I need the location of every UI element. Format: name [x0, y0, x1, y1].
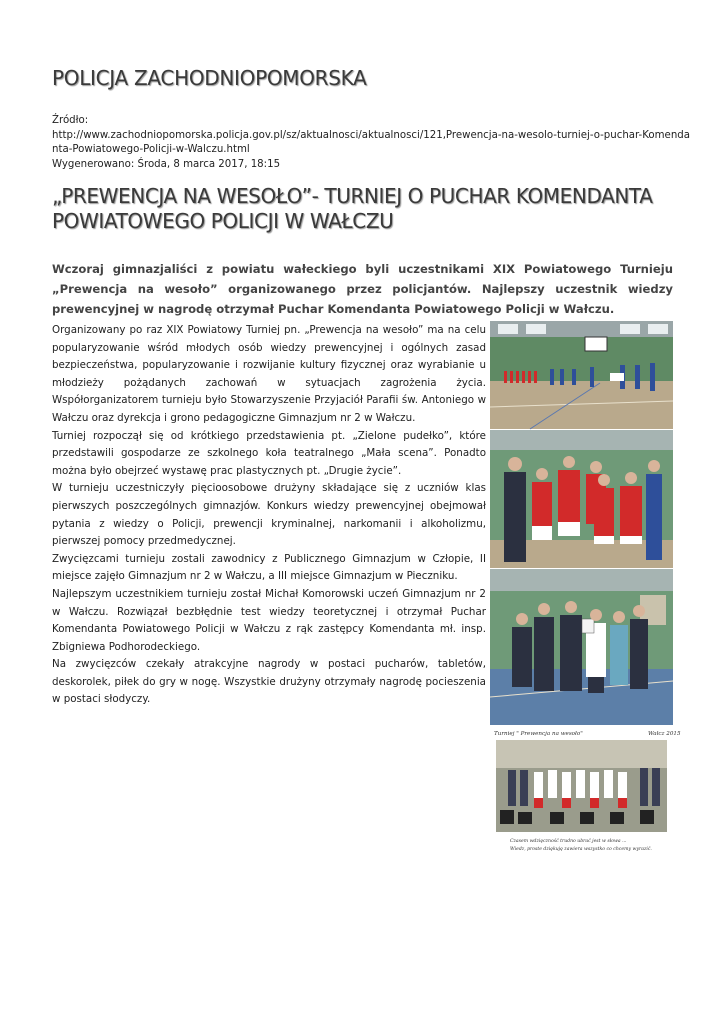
source-block — [52, 114, 690, 172]
photo-column — [490, 321, 681, 861]
paragraph: W turnieju uczestniczyły pięcioosobowe drużyny składające się z uczniów klas pierwszych poszczególnych gimnazjów. Konkurs wiedzy prewencyjnej obejmował pytania z wiedzy o Policji, prewencji kryminalnej, narkomanii i alkoholizmu, pierwszej pomocy przedmedycznej. — [52, 482, 486, 548]
collage-header-right: Wałcz 2015 — [648, 731, 681, 737]
paragraph: Zwycięzcami turnieju zostali zawodnicy z Publicznego Gimnazjum w Człopie, II miejsce zajęło Gimnazjum nr 2 w Wałczu, a III miejsce Gimnazjum w Pieczniku. — [52, 552, 486, 583]
source-url-line1[interactable]: http://www.zachodniopomorska.policja.gov.pl/sz/aktualnosci/aktualnosci/121,Prewencja-na-wesolo-turniej-o-puchar-Komenda — [52, 129, 690, 141]
article-title: „PREWENCJA NA WESOŁO”- TURNIEJ O PUCHAR KOMENDANTA POWIATOWEGO POLICJI W WAŁCZU — [52, 184, 653, 233]
collage-header-left: Turniej " Prewencja na wesoło" — [494, 731, 583, 737]
source-url-line2[interactable]: nta-Powiatowego-Policji-w-Walczu.html — [52, 144, 250, 155]
photo-award-ceremony — [490, 569, 673, 725]
generated-timestamp: Wygenerowano: Środa, 8 marca 2017, 18:15 — [52, 158, 281, 170]
source-label: Źródło: — [52, 115, 89, 126]
collage-caption-line1: Czasem wdzięczność trudno ubrać jest w słowa ... — [510, 839, 627, 844]
article-body — [52, 322, 486, 709]
paragraph: Najlepszym uczestnikiem turnieju został Michał Komorowski uczeń Gimnazjum nr 2 w Wałczu. Rozwiązał bezbłędnie test wiedzy teoretycznej i otrzymał Puchar Komendanta Powiatowego Policji w Wałczu z rąk zastępcy Komendanta mł. insp. Zbigniewa Podhorodeckiego. — [52, 587, 486, 653]
collage-caption-line2: Wiedz, proste dziękuję zawiera wszystko co chcemy wyrazić. — [510, 847, 652, 852]
paragraph: Organizowany po raz XIX Powiatowy Turniej pn. „Prewencja na wesoło” ma na celu popularyzowanie wśród młodych osób wiedzy prewencyjnej i ogólnych zasad bezpieczeństwa, popularyzowanie i rozwijanie kultury fizycznej oraz wyrabianie u młodzieży pożądanych zachowań w sytuacjach zagrożenia życia. Współorganizatorem turnieju było Stowarzyszenie Przyjaciół Parafii św. Antoniego w Wałczu oraz dyrekcja i grono pedagogiczne Gimnazjum nr 2 w Wałczu. — [52, 324, 486, 424]
site-title: POLICJA ZACHODNIOPOMORSKA — [52, 66, 367, 90]
photo-collage — [490, 726, 681, 860]
photo-gym-hall — [490, 321, 673, 429]
photo-team-red — [490, 430, 673, 568]
article-lead: Wczoraj gimnazjaliści z powiatu wałeckiego byli uczestnikami XIX Powiatowego Turnieju „Prewencja na wesoło” organizowanego przez policjantów. Najlepszy uczestnik wiedzy prewencyjnej w nagrodę otrzymał Puchar Komendanta Powiatowego Policji w Wałczu. — [52, 262, 673, 316]
paragraph: Turniej rozpoczął się od krótkiego przedstawienia pt. „Zielone pudełko”, które przedstawili gospodarze ze szkolnego koła teatralnego „Mała scena”. Ponadto można było obejrzeć wystawę prac plastycznych pt. „Drugie życie”. — [52, 429, 486, 477]
paragraph: Na zwycięzców czekały atrakcyjne nagrody w postaci pucharów, tabletów, deskorolek, piłek do gry w nogę. Wszystkie drużyny otrzymały nagrodę pocieszenia w postaci słodyczy. — [52, 658, 486, 706]
